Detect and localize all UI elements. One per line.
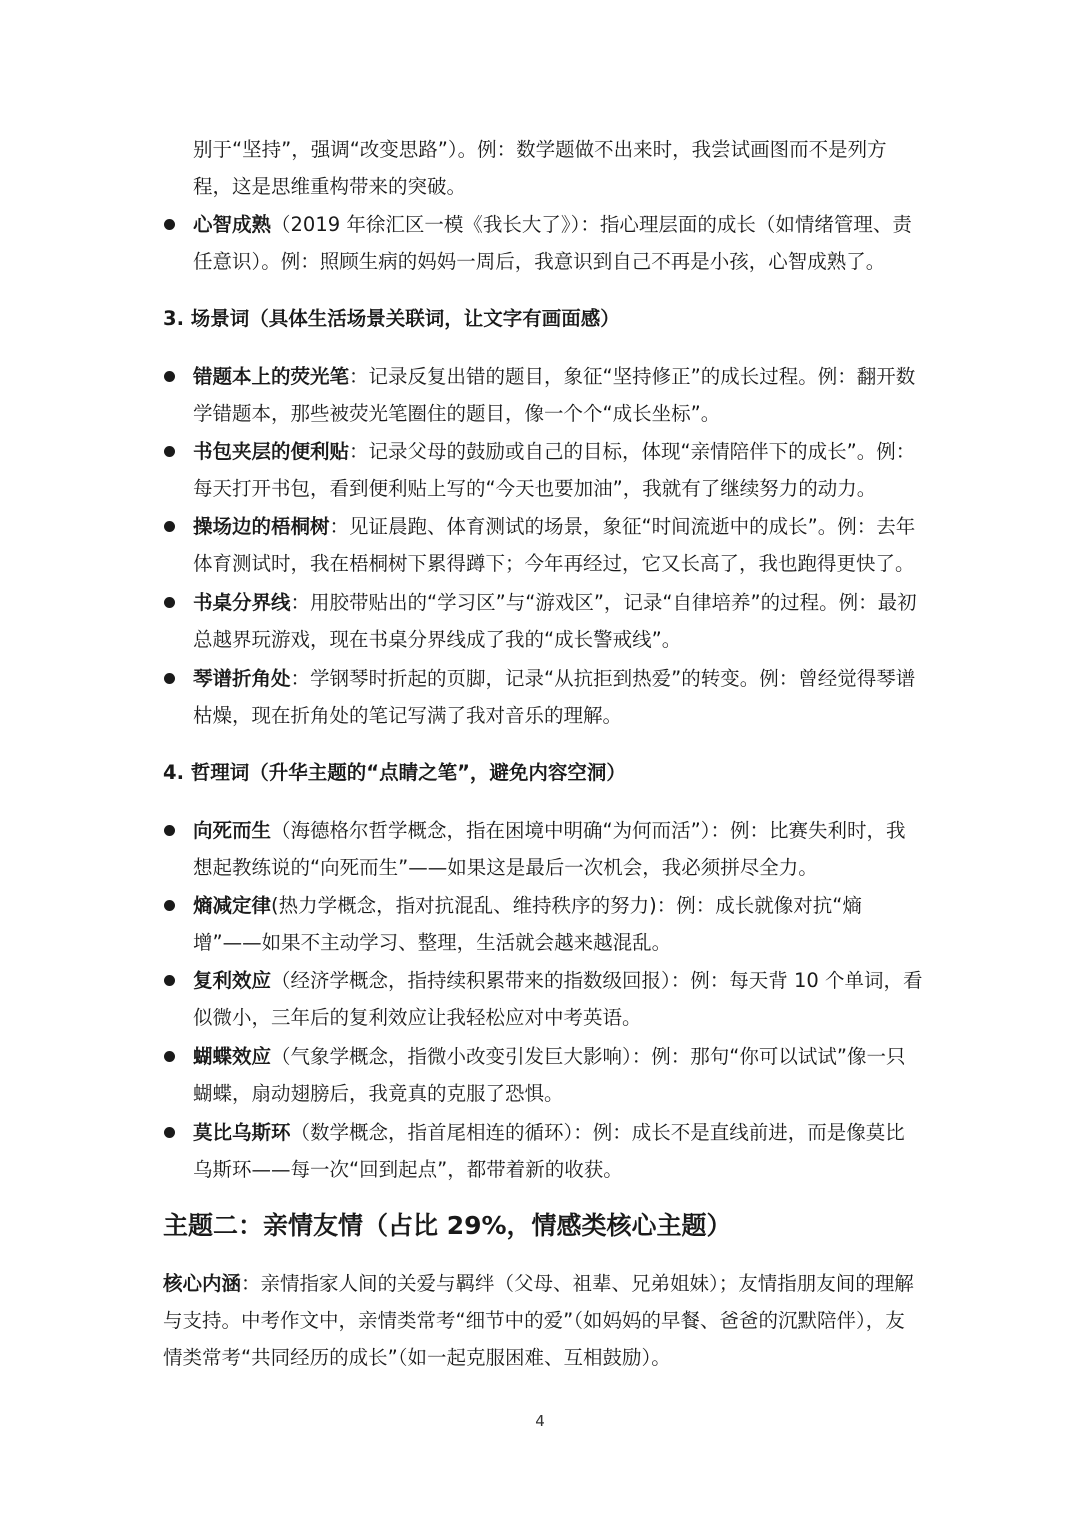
list-item xyxy=(193,433,923,507)
list-item xyxy=(193,812,923,886)
term: 熵减定律 xyxy=(193,894,272,917)
bullet-icon xyxy=(164,825,175,836)
bullet-icon xyxy=(164,975,175,986)
term-description: ：见证晨跑、体育测试的场景，象征“时间流逝中的成长”。例：去年体育测试时，我在梧桐树下累得蹲下；今年再经过，它又长高了，我也跑得更快了。 xyxy=(193,515,916,575)
term-description: （海德格尔哲学概念，指在困境中明确“为何而活”）：例：比赛失利时，我想起教练说的“向死而生”——如果这是最后一次机会，我必须拼尽全力。 xyxy=(193,819,906,879)
list-item xyxy=(193,358,923,432)
bullet-icon xyxy=(164,1127,175,1138)
list-item xyxy=(193,206,923,280)
bullet-icon xyxy=(164,1051,175,1062)
theme-title: 主题二：亲情友情（占比 29%，情感类核心主题） xyxy=(163,1211,732,1240)
term: 蝴蝶效应 xyxy=(193,1045,272,1068)
list-item xyxy=(193,660,923,734)
list-item xyxy=(193,508,923,582)
term: 错题本上的荧光笔 xyxy=(193,365,350,388)
continuation-paragraph: 别于“坚持”，强调“改变思路”）。例：数学题做不出来时，我尝试画图而不是列方程，这是思维重构带来的突破。 xyxy=(193,138,887,198)
term: 莫比乌斯环 xyxy=(193,1121,291,1144)
list-item xyxy=(193,962,923,1036)
term-description: （经济学概念，指持续积累带来的指数级回报）：例：每天背 10 个单词，看似微小，三年后的复利效应让我轻松应对中考英语。 xyxy=(193,969,923,1029)
list-item xyxy=(193,584,923,658)
term: 琴谱折角处 xyxy=(193,667,291,690)
bullet-icon xyxy=(164,219,175,230)
term: 心智成熟 xyxy=(193,213,272,236)
term: 向死而生 xyxy=(193,819,272,842)
term-description: ：记录反复出错的题目，象征“坚持修正”的成长过程。例：翻开数学错题本，那些被荧光笔圈住的题目，像一个个“成长坐标”。 xyxy=(193,365,916,425)
bullet-icon xyxy=(164,673,175,684)
page-number: 4 xyxy=(535,1412,545,1430)
bullet-icon xyxy=(164,446,175,457)
section-heading: 3. 场景词（具体生活场景关联词，让文字有画面感） xyxy=(163,307,620,330)
term: 复利效应 xyxy=(193,969,272,992)
term-description: （2019 年徐汇区一模《我长大了》）：指心理层面的成长（如情绪管理、责任意识）。例：照顾生病的妈妈一周后，我意识到自己不再是小孩，心智成熟了。 xyxy=(193,213,912,273)
term: 操场边的梧桐树 xyxy=(193,515,330,538)
section-heading: 4. 哲理词（升华主题的“点睛之笔”，避免内容空洞） xyxy=(163,761,626,784)
list-item xyxy=(193,1114,923,1188)
core-label: 核心内涵 xyxy=(163,1272,242,1295)
term: 书桌分界线 xyxy=(193,591,291,614)
term-description: (热力学概念，指对抗混乱、维持秩序的努力)：例：成长就像对抗“熵增”——如果不主动学习、整理，生活就会越来越混乱。 xyxy=(193,894,862,954)
term-description: （数学概念，指首尾相连的循环）：例：成长不是直线前进，而是像莫比乌斯环——每一次“回到起点”，都带着新的收获。 xyxy=(193,1121,905,1181)
list-item xyxy=(193,1038,923,1112)
bullet-icon xyxy=(164,900,175,911)
term-description: ：用胶带贴出的“学习区”与“游戏区”，记录“自律培养”的过程。例：最初总越界玩游戏，现在书桌分界线成了我的“成长警戒线”。 xyxy=(193,591,917,651)
term: 书包夹层的便利贴 xyxy=(193,440,350,463)
bullet-icon xyxy=(164,521,175,532)
list-item xyxy=(193,887,923,961)
term-description: （气象学概念，指微小改变引发巨大影响）：例：那句“你可以试试”像一只蝴蝶，扇动翅膀后，我竟真的克服了恐惧。 xyxy=(193,1045,906,1105)
term-description: ：记录父母的鼓励或自己的目标，体现“亲情陪伴下的成长”。例：每天打开书包，看到便利贴上写的“今天也要加油”，我就有了继续努力的动力。 xyxy=(193,440,916,500)
core-text: ：亲情指家人间的关爱与羁绊（父母、祖辈、兄弟姐妹）；友情指朋友间的理解与支持。中考作文中，亲情类常考“细节中的爱”（如妈妈的早餐、爸爸的沉默陪伴），友情类常考“共同经历的成长”（如一起克服困难、互相鼓励）。 xyxy=(163,1272,914,1369)
bullet-icon xyxy=(164,371,175,382)
bullet-icon xyxy=(164,597,175,608)
core-paragraph xyxy=(163,1265,923,1376)
term-description: ：学钢琴时折起的页脚，记录“从抗拒到热爱”的转变。例：曾经觉得琴谱枯燥，现在折角处的笔记写满了我对音乐的理解。 xyxy=(193,667,916,727)
